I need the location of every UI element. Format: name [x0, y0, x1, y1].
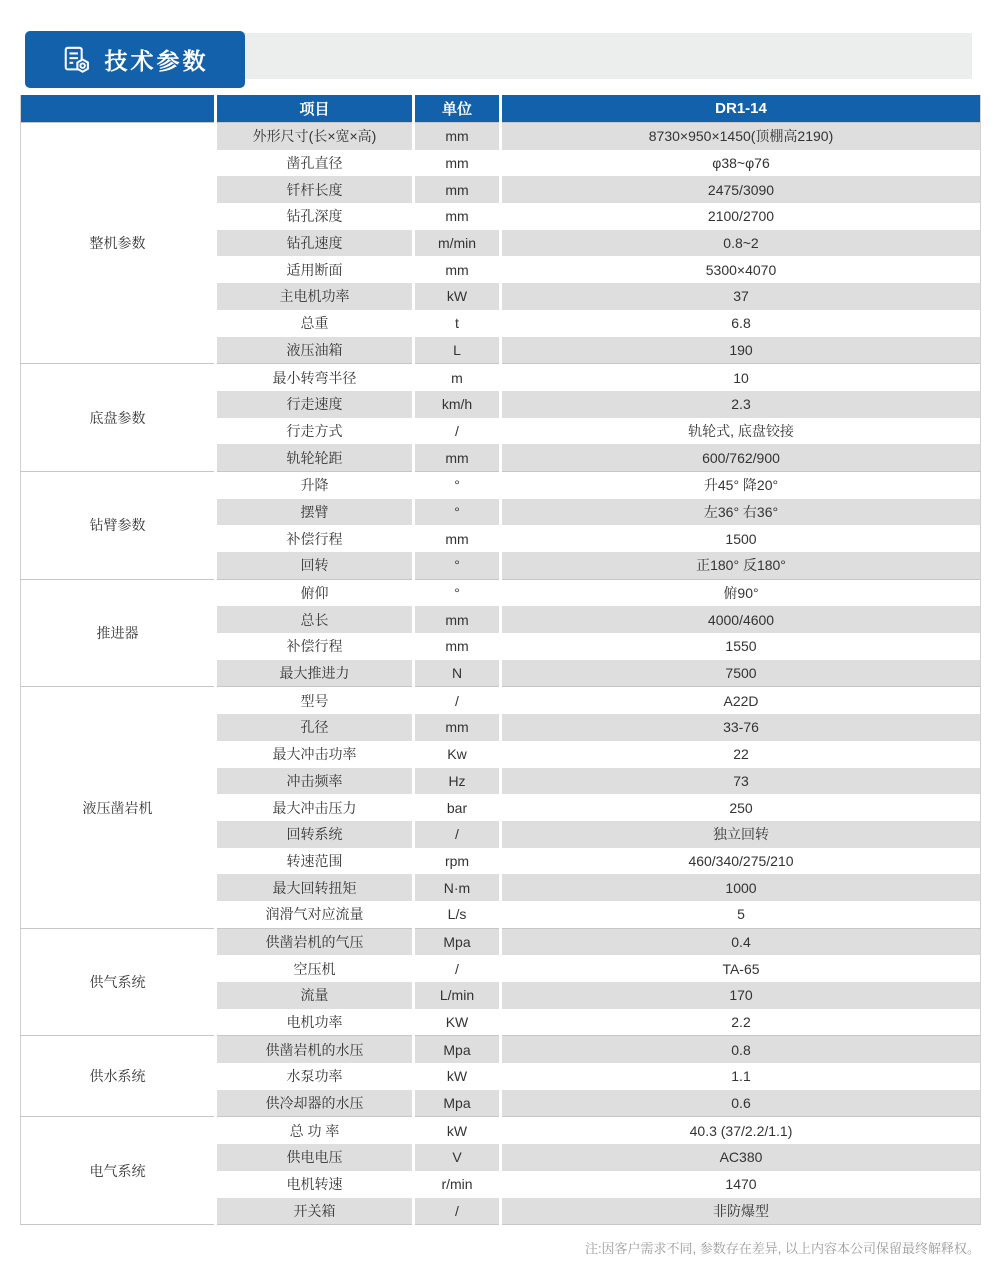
value-cell: 俯90°: [501, 579, 981, 606]
value-cell: 40.3 (37/2.2/1.1): [501, 1117, 981, 1144]
unit-cell: mm: [414, 256, 501, 283]
item-cell: 供电电压: [216, 1144, 414, 1171]
unit-cell: r/min: [414, 1171, 501, 1198]
unit-cell: mm: [414, 176, 501, 203]
table-row: [21, 471, 981, 498]
unit-cell: N: [414, 660, 501, 687]
spec-table: [20, 95, 981, 1225]
unit-cell: Mpa: [414, 1090, 501, 1117]
table-row: [21, 1036, 981, 1063]
group-label: 整机参数: [21, 123, 216, 364]
unit-cell: L/min: [414, 982, 501, 1009]
group-label: 液压凿岩机: [21, 687, 216, 928]
value-cell: 1.1: [501, 1063, 981, 1090]
item-cell: 型号: [216, 687, 414, 714]
unit-cell: /: [414, 687, 501, 714]
value-cell: 33-76: [501, 714, 981, 741]
unit-cell: °: [414, 471, 501, 498]
column-header-unit: 单位: [414, 95, 501, 123]
item-cell: 升降: [216, 471, 414, 498]
value-cell: 0.8~2: [501, 230, 981, 257]
unit-cell: kW: [414, 1063, 501, 1090]
group-label: 供气系统: [21, 928, 216, 1036]
value-cell: AC380: [501, 1144, 981, 1171]
item-cell: 钻孔深度: [216, 203, 414, 230]
value-cell: 170: [501, 982, 981, 1009]
item-cell: 转速范围: [216, 848, 414, 875]
item-cell: 最大推进力: [216, 660, 414, 687]
unit-cell: kW: [414, 1117, 501, 1144]
item-cell: 摆臂: [216, 499, 414, 526]
value-cell: 1000: [501, 874, 981, 901]
page-title: 技术参数: [104, 48, 209, 74]
value-cell: 22: [501, 741, 981, 768]
unit-cell: /: [414, 821, 501, 848]
value-cell: 左36° 右36°: [501, 499, 981, 526]
item-cell: 冲击频率: [216, 768, 414, 795]
value-cell: 2475/3090: [501, 176, 981, 203]
unit-cell: °: [414, 499, 501, 526]
value-cell: 1470: [501, 1171, 981, 1198]
table-row: [21, 928, 981, 955]
table-row: [21, 123, 981, 150]
item-cell: 回转: [216, 552, 414, 579]
item-cell: 供冷却器的水压: [216, 1090, 414, 1117]
unit-cell: Mpa: [414, 1036, 501, 1063]
page-title-badge: [25, 31, 245, 88]
group-label: 电气系统: [21, 1117, 216, 1225]
value-cell: 1550: [501, 633, 981, 660]
item-cell: 润滑气对应流量: [216, 901, 414, 928]
item-cell: 钎杆长度: [216, 176, 414, 203]
value-cell: 升45° 降20°: [501, 471, 981, 498]
unit-cell: mm: [414, 714, 501, 741]
unit-cell: /: [414, 955, 501, 982]
unit-cell: N·m: [414, 874, 501, 901]
value-cell: 10: [501, 364, 981, 391]
item-cell: 最大回转扭矩: [216, 874, 414, 901]
item-cell: 供凿岩机的气压: [216, 928, 414, 955]
unit-cell: °: [414, 579, 501, 606]
item-cell: 总重: [216, 310, 414, 337]
document-gear-icon: [62, 45, 92, 75]
value-cell: 2100/2700: [501, 203, 981, 230]
value-cell: 1500: [501, 525, 981, 552]
table-row: [21, 579, 981, 606]
value-cell: 0.4: [501, 928, 981, 955]
unit-cell: km/h: [414, 391, 501, 418]
unit-cell: Kw: [414, 741, 501, 768]
column-header-group: [21, 95, 216, 123]
item-cell: 空压机: [216, 955, 414, 982]
value-cell: 0.8: [501, 1036, 981, 1063]
item-cell: 总长: [216, 606, 414, 633]
item-cell: 供凿岩机的水压: [216, 1036, 414, 1063]
table-row: [21, 364, 981, 391]
item-cell: 适用断面: [216, 256, 414, 283]
value-cell: φ38~φ76: [501, 150, 981, 177]
unit-cell: t: [414, 310, 501, 337]
item-cell: 开关箱: [216, 1198, 414, 1225]
group-label: 底盘参数: [21, 364, 216, 472]
value-cell: 5300×4070: [501, 256, 981, 283]
unit-cell: KW: [414, 1009, 501, 1036]
value-cell: 5: [501, 901, 981, 928]
value-cell: 0.6: [501, 1090, 981, 1117]
item-cell: 最小转弯半径: [216, 364, 414, 391]
unit-cell: bar: [414, 794, 501, 821]
spec-table-body: [21, 123, 981, 1225]
value-cell: 2.2: [501, 1009, 981, 1036]
column-header-item: 项目: [216, 95, 414, 123]
page-header: [0, 0, 1000, 95]
unit-cell: m/min: [414, 230, 501, 257]
unit-cell: mm: [414, 150, 501, 177]
value-cell: 非防爆型: [501, 1198, 981, 1225]
footer-note: 注:因客户需求不同, 参数存在差异, 以上内容本公司保留最终解释权。: [584, 1241, 980, 1257]
unit-cell: mm: [414, 203, 501, 230]
table-header-row: [21, 95, 981, 123]
unit-cell: /: [414, 418, 501, 445]
value-cell: 250: [501, 794, 981, 821]
item-cell: 总 功 率: [216, 1117, 414, 1144]
item-cell: 最大冲击功率: [216, 741, 414, 768]
unit-cell: mm: [414, 525, 501, 552]
unit-cell: Hz: [414, 768, 501, 795]
item-cell: 补偿行程: [216, 633, 414, 660]
item-cell: 最大冲击压力: [216, 794, 414, 821]
table-row: [21, 687, 981, 714]
group-label: 钻臂参数: [21, 471, 216, 579]
value-cell: 独立回转: [501, 821, 981, 848]
item-cell: 补偿行程: [216, 525, 414, 552]
item-cell: 液压油箱: [216, 337, 414, 364]
item-cell: 俯仰: [216, 579, 414, 606]
value-cell: TA-65: [501, 955, 981, 982]
unit-cell: Mpa: [414, 928, 501, 955]
unit-cell: m: [414, 364, 501, 391]
unit-cell: mm: [414, 606, 501, 633]
unit-cell: V: [414, 1144, 501, 1171]
value-cell: 7500: [501, 660, 981, 687]
unit-cell: /: [414, 1198, 501, 1225]
item-cell: 行走方式: [216, 418, 414, 445]
value-cell: 37: [501, 283, 981, 310]
group-label: 供水系统: [21, 1036, 216, 1117]
column-header-model: DR1-14: [501, 95, 981, 123]
item-cell: 流量: [216, 982, 414, 1009]
item-cell: 行走速度: [216, 391, 414, 418]
value-cell: 轨轮式, 底盘铰接: [501, 418, 981, 445]
item-cell: 孔径: [216, 714, 414, 741]
unit-cell: L: [414, 337, 501, 364]
value-cell: 73: [501, 768, 981, 795]
item-cell: 主电机功率: [216, 283, 414, 310]
item-cell: 外形尺寸(长×宽×高): [216, 123, 414, 150]
unit-cell: mm: [414, 633, 501, 660]
value-cell: 8730×950×1450(顶棚高2190): [501, 123, 981, 150]
unit-cell: °: [414, 552, 501, 579]
unit-cell: kW: [414, 283, 501, 310]
table-row: [21, 1117, 981, 1144]
value-cell: 2.3: [501, 391, 981, 418]
value-cell: A22D: [501, 687, 981, 714]
value-cell: 正180° 反180°: [501, 552, 981, 579]
group-label: 推进器: [21, 579, 216, 687]
item-cell: 电机转速: [216, 1171, 414, 1198]
value-cell: 460/340/275/210: [501, 848, 981, 875]
item-cell: 凿孔直径: [216, 150, 414, 177]
value-cell: 600/762/900: [501, 444, 981, 471]
unit-cell: mm: [414, 123, 501, 150]
unit-cell: rpm: [414, 848, 501, 875]
item-cell: 电机功率: [216, 1009, 414, 1036]
item-cell: 回转系统: [216, 821, 414, 848]
unit-cell: L/s: [414, 901, 501, 928]
item-cell: 钻孔速度: [216, 230, 414, 257]
value-cell: 6.8: [501, 310, 981, 337]
item-cell: 轨轮轮距: [216, 444, 414, 471]
value-cell: 190: [501, 337, 981, 364]
unit-cell: mm: [414, 444, 501, 471]
item-cell: 水泵功率: [216, 1063, 414, 1090]
value-cell: 4000/4600: [501, 606, 981, 633]
